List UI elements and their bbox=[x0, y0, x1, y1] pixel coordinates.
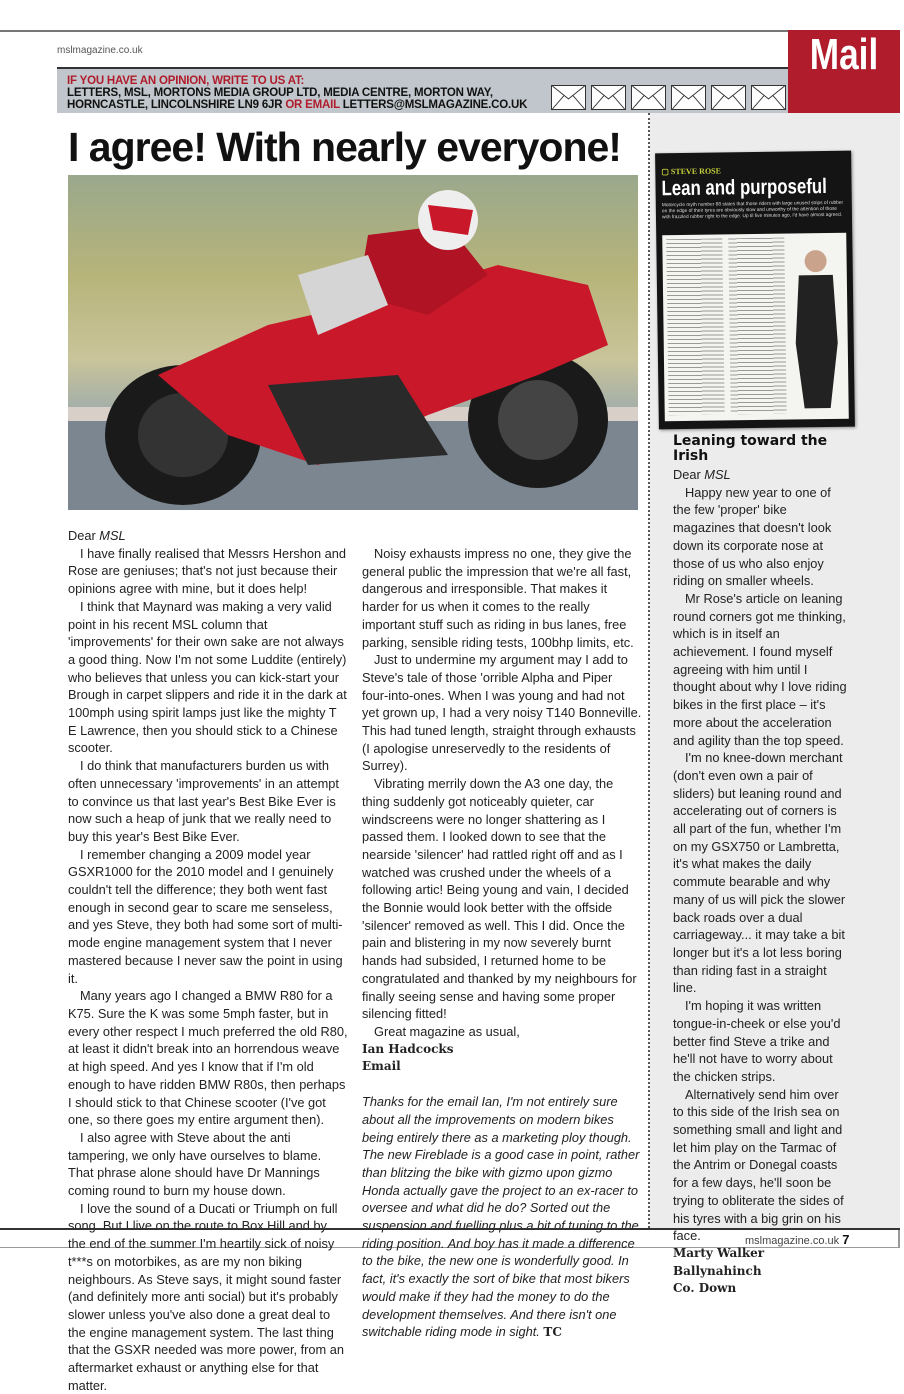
clipping-byline: ▢ STEVE ROSE bbox=[661, 166, 721, 177]
letter-paragraph: I also agree with Steve about the anti tampering, we only have ourselves to blame. That phrase alone should have Dr Mannings coming round to burn my house down. bbox=[68, 1129, 322, 1199]
clipping-title: Lean and purposeful bbox=[661, 174, 827, 201]
letter-paragraph: Mr Rose's article on leaning round corners got me thinking, which is in itself an achievement. I found myself agreeing with him until I thought about why I love riding bikes in the first place – it's more about the acceleration and agility than the top speed. bbox=[673, 590, 847, 748]
site-url: mslmagazine.co.uk bbox=[57, 45, 143, 56]
letter-signature-source: Email bbox=[362, 1059, 401, 1074]
letter-paragraph: I have finally realised that Messrs Hershon and Rose are geniuses; that's not just because their opinions agree with mine, but it does help! bbox=[68, 545, 347, 597]
letter-paragraph: Happy new year to one of the few 'proper' bike magazines that doesn't look down its corporate nose at those of us who also enjoy riding on smaller wheels. bbox=[673, 484, 832, 589]
salutation-text: Dear bbox=[68, 528, 100, 543]
letter-column-1 bbox=[68, 527, 348, 1394]
clipping-intro: Motorcycle myth number 88 states that those riders with large unused strips of rubber on the edge of their tyres are obviously slow and unworthy of the attention of those with frazzled rubber right to the edge. Up til five minutes ago, I'd have almost agreed. bbox=[661, 200, 844, 221]
clipping-text-column bbox=[666, 238, 724, 415]
letter-paragraph: I do think that manufacturers burden us with often unnecessary 'improvements' in an attempt to convince us that last year's Best Bike Ever is now such a heap of junk that we really need to buy this year's Best Bike Ever. bbox=[68, 758, 339, 844]
sidebar-signature-county: Co. Down bbox=[673, 1281, 737, 1296]
footer-site: mslmagazine.co.uk bbox=[745, 1235, 840, 1247]
salutation bbox=[68, 527, 348, 545]
motorcycle-photo bbox=[68, 175, 638, 510]
clipping-byline-text: STEVE ROSE bbox=[670, 166, 721, 177]
section-label: Mail bbox=[788, 30, 900, 113]
envelope-icon bbox=[551, 85, 586, 110]
letter-column-2 bbox=[362, 545, 642, 1342]
letter-paragraph: I remember changing a 2009 model year GSXR1000 for the 2010 model and I genuinely couldn't tell the difference; they both went fast enough in second gear to scare me senseless, and yes Steve, they both had some sort of multi-mode engine management system that I never mastered because I never saw the point in using it. bbox=[68, 846, 343, 986]
salutation bbox=[673, 466, 848, 484]
salutation-mag: MSL bbox=[99, 528, 126, 543]
or-email-label: OR EMAIL bbox=[285, 99, 340, 111]
envelope-icon bbox=[751, 85, 786, 110]
page-number: 7 bbox=[842, 1232, 850, 1247]
envelope-icon bbox=[591, 85, 626, 110]
article-clipping bbox=[655, 151, 855, 430]
opinion-heading: IF YOU HAVE AN OPINION, WRITE TO US AT: bbox=[67, 75, 305, 87]
footer bbox=[745, 1232, 849, 1247]
letter-paragraph: I'm no knee-down merchant (don't even own a pair of sliders) but leaning round and accelerating out of corners is all part of the fun, whether I'm on my GSX750 or Lambretta, it's what makes the daily commute bearable and why many of us will pick the slower back roads over a dual carriageway... it may take a bit longer but it's a lot less boring than riding fast in a straight line. bbox=[673, 750, 846, 996]
sidebar-letter-title: Leaning toward the Irish bbox=[673, 433, 828, 464]
salutation-mag: MSL bbox=[704, 467, 731, 482]
address-line-2 bbox=[67, 99, 527, 111]
article-title: I agree! With nearly everyone! bbox=[68, 124, 621, 170]
letter-paragraph: Vibrating merrily down the A3 one day, the thing suddenly got noticeably quieter, car windscreens were no longer shattering as I passed them. I looked down to see that the nearside 'silencer' had rattled right off and as I watched was crushed under the wheels of a following artic! Being young and vain, I decided the Bonnie would look better with the offside 'silencer' removed as well. This I did. Once the pain and blistering in my now severely burnt hands had subsided, I returned home to be congratulated and thanked by my neighbours for finally seeing sense and having some proper silencing fitted! bbox=[362, 776, 637, 1022]
letter-paragraph: Alternatively send him over to this side of the Irish sea on something small and light and let him play on the Tarmac of the Antrim or Donegal coasts for a few days, he'll soon be trying to obliterate the sides of his tyres with a big grin on his face. bbox=[673, 1086, 844, 1244]
editor-reply-text: Thanks for the email Ian, I'm not entirely sure about all the improvements on modern bikes being entirely there as a marketing ploy though. The new Fireblade is a good case in point, rather than blitzing the bike with gizmo upon gizmo Honda actually gave the project to an ex-racer to oversee and what did he do? Sorted out the suspension and fuelling plus a bit of tuning to the riding position. And boy has it made a difference to the bike, the new one is wonderfully good. In fact, it's exactly the sort of bike that most bikers would make if they had the money to do the development themselves. And there isn't one switchable riding mode in sight. bbox=[362, 1094, 640, 1340]
contact-band bbox=[57, 67, 788, 113]
envelope-icon bbox=[631, 85, 666, 110]
motorcycle-illustration bbox=[68, 175, 638, 510]
salutation-text: Dear bbox=[673, 467, 705, 482]
letter-paragraph: I love the sound of a Ducati or Triumph on full song. But I live on the route to Box Hill and by the end of the summer I'm heartily sick of noisy t***s on motorbikes, as are my non biking neighbours. As Steve says, it might sound faster (and definitely more anti social) but it's probably slower unless you've also done a great deal to the engine management system. The last thing that the GSXR needed was more power, from an aftermarket exhaust or anything else for that matter. bbox=[68, 1200, 344, 1393]
sidebar-letter bbox=[673, 434, 848, 1298]
column-divider bbox=[648, 113, 650, 1228]
clipping-text-column bbox=[728, 238, 786, 415]
sidebar-signature-name: Marty Walker bbox=[673, 1245, 765, 1260]
envelope-icon bbox=[671, 85, 706, 110]
letter-paragraph: Just to undermine my argument may I add to Steve's tale of those 'orrible Alpha and Piper four-into-ones. When I was young and had not yet grown up, I had a very noisy T140 Bonneville. This had tuned length, straight through exhausts (I apologise unreservedly to the residents of Surrey). bbox=[362, 652, 642, 774]
letter-paragraph: Many years ago I changed a BMW R80 for a K75. Sure the K was some 5mph faster, but in every other respect I much preferred the old R80, at least it didn't break into an horrendous weave at high speed. And yes I know that if I'm old enough to have ridden BMW R80s, then perhaps I should stick to that Chinese scooter (I've got one, so there goes my entire argument then). bbox=[68, 988, 348, 1128]
envelope-icons bbox=[551, 85, 786, 110]
letter-paragraph: Great magazine as usual, bbox=[374, 1023, 520, 1039]
address-text: HORNCASTLE, LINCOLNSHIRE LN9 6JR bbox=[67, 99, 283, 111]
envelope-icon bbox=[711, 85, 746, 110]
letter-paragraph: Noisy exhausts impress no one, they give the general public the impression that we're all fast, dangerous and irresponsible. That makes it harder for us when it comes to the really important stuff such as riding in bus lanes, free parking, sensible riding tests, 100bhp limits, etc. bbox=[362, 546, 634, 650]
address-line: LETTERS, MSL, MORTONS MEDIA GROUP LTD, MEDIA CENTRE, MORTON WAY, bbox=[67, 87, 493, 99]
letter-paragraph: I think that Maynard was making a very valid point in his recent MSL column that 'improvements' for their own sake are not always a good thing. Now I'm not some Luddite (entirely) who believes that unless you can kick-start your Brough in carpet slippers and ride it in the dark at 100mph using spirit lamps just like the mighty T E Lawrence, then you should stick to a Chinese scooter. bbox=[68, 598, 347, 756]
letter-signature-name: Ian Hadcocks bbox=[362, 1041, 454, 1056]
letter-paragraph: I'm hoping it was written tongue-in-cheek or else you'd better find Steve a trike and he'll not have to worry about the chicken strips. bbox=[673, 998, 841, 1084]
clipping-body bbox=[662, 233, 849, 422]
editor-initials: TC bbox=[543, 1325, 562, 1340]
editor-reply bbox=[362, 1093, 642, 1342]
clipping-portrait bbox=[790, 243, 842, 414]
sidebar-signature-town: Ballynahinch bbox=[673, 1263, 762, 1278]
footer-rule bbox=[0, 1228, 900, 1230]
email-link[interactable]: LETTERS@MSLMAGAZINE.CO.UK bbox=[342, 99, 528, 111]
